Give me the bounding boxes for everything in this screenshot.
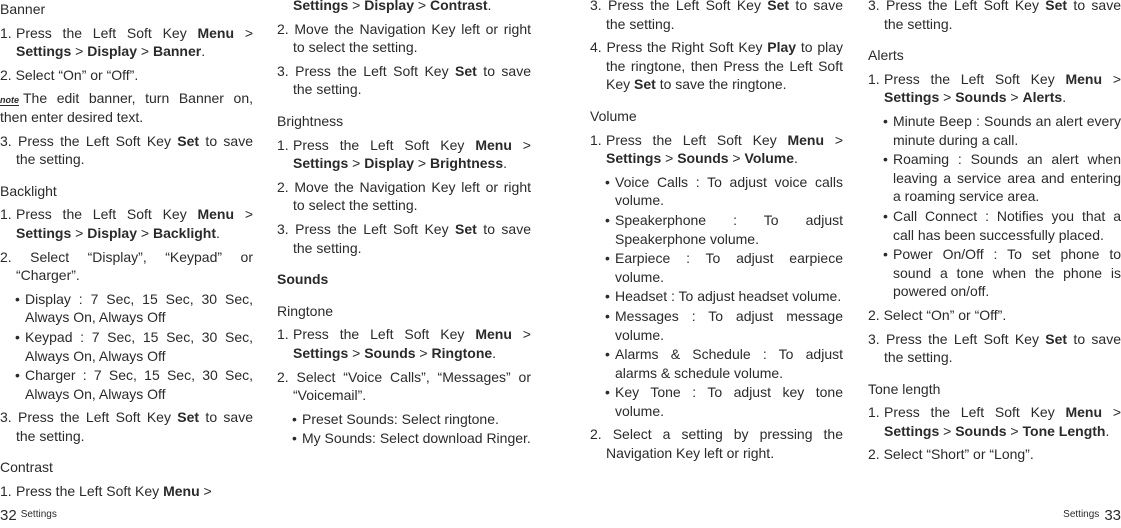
heading-brightness: Brightness (277, 112, 344, 129)
list-item: • Display : 7 Sec, 15 Sec, 30 Sec, Always On, Always Off (15, 290, 253, 327)
step-backlight-3: 3. Press the Left Soft Key Set to save the setting. (0, 409, 254, 444)
step-brightness-3: 3. Press the Left Soft Key Set to save the setting. (277, 220, 532, 256)
page-33-column-2 (868, 0, 1121, 469)
list-item: • Earpiece : To adjust earpiece volume. (605, 249, 843, 286)
list-item: • Call Connect : Notifies you that a call has been successfully placed. (883, 207, 1121, 244)
step-contrast-1-continued: Settings > Display > Contrast. (293, 0, 492, 13)
page-32-column-2 (277, 0, 531, 453)
list-item: • Voice Calls : To adjust voice calls volume. (605, 173, 843, 210)
list-item: • Speakerphone : To adjust Speakerphone volume. (605, 211, 843, 248)
page-32-column-1 (0, 0, 253, 506)
step-alerts-2: 2. Select “On” or “Off”. (868, 306, 1007, 323)
list-item: • Headset : To adjust headset volume. (605, 287, 843, 306)
list-item: • Charger : 7 Sec, 15 Sec, 30 Sec, Always On, Always Off (15, 366, 253, 403)
list-item: • Messages : To adjust message volume. (605, 307, 843, 344)
note-icon: note (0, 95, 19, 106)
page-number-right: 33 (1104, 507, 1121, 525)
step-ringtone-3: 3. Press the Left Soft Key Set to save the setting. (590, 0, 844, 32)
list-item: • Keypad : 7 Sec, 15 Sec, 30 Sec, Always On, Always Off (15, 328, 253, 365)
page-number-left: 32 (0, 507, 17, 525)
heading-volume: Volume (590, 107, 637, 124)
volume-options (590, 173, 843, 421)
heading-sounds: Sounds (277, 271, 329, 288)
step-contrast-2: 2. Move the Navigation Key left or right to select the setting. (277, 20, 531, 56)
step-brightness-1: 1. Press the Left Soft Key Menu > Settings > Display > Brightness. (277, 136, 531, 172)
step-banner-3: 3. Press the Left Soft Key Set to save the setting. (0, 132, 254, 168)
alerts-options (868, 112, 1121, 301)
list-item: • My Sounds: Select download Ringer. (292, 429, 531, 448)
step-tone-1: 1. Press the Left Soft Key Menu > Settings > Sounds > Tone Length. (868, 404, 1121, 439)
step-volume-3: 3. Press the Left Soft Key Set to save the setting. (868, 0, 1121, 32)
heading-alerts: Alerts (868, 47, 904, 64)
heading-contrast: Contrast (0, 459, 53, 476)
step-alerts-1: 1. Press the Left Soft Key Menu > Settings > Sounds > Alerts. (868, 70, 1121, 106)
note-banner: note The edit banner, turn Banner on, then enter desired text. (0, 90, 253, 125)
step-brightness-2: 2. Move the Navigation Key left or right to select the setting. (277, 178, 531, 214)
footer-right (1063, 506, 1121, 526)
step-contrast-3: 3. Press the Left Soft Key Set to save the setting. (277, 62, 532, 98)
step-ringtone-2: 2. Select “Voice Calls”, “Messages” or “Voicemail”. (277, 368, 531, 404)
backlight-options (0, 290, 253, 404)
heading-tone-length: Tone length (868, 380, 941, 397)
step-alerts-3: 3. Press the Left Soft Key Set to save the setting. (868, 330, 1121, 366)
step-contrast-1: 1. Press the Left Soft Key Menu > (0, 483, 212, 500)
section-label-right: Settings (1063, 509, 1100, 521)
list-item: • Power On/Off : To set phone to sound a tone when the phone is powered on/off. (883, 245, 1121, 301)
footer-left (0, 506, 57, 526)
step-banner-2: 2. Select “On” or “Off”. (0, 66, 139, 83)
list-item: • Alarms & Schedule : To adjust alarms & schedule volume. (605, 345, 843, 382)
step-ringtone-1: 1. Press the Left Soft Key Menu > Settings > Sounds > Ringtone. (277, 326, 531, 361)
ringtone-options (277, 410, 531, 448)
list-item: • Preset Sounds: Select ringtone. (292, 410, 531, 429)
list-item: • Key Tone : To adjust key tone volume. (605, 383, 843, 420)
section-label-left: Settings (20, 509, 57, 521)
heading-backlight: Backlight (0, 182, 57, 199)
page-33-column-1 (590, 0, 843, 468)
step-backlight-2: 2. Select “Display”, “Keypad” or “Charger”. (0, 248, 253, 284)
step-backlight-1: 1. Press the Left Soft Key Menu > Settings > Display > Backlight. (0, 206, 253, 241)
step-volume-1: 1. Press the Left Soft Key Menu > Settings > Sounds > Volume. (590, 131, 843, 167)
step-banner-1: 1. Press the Left Soft Key Menu > Settings > Display > Banner. (0, 24, 253, 60)
step-ringtone-4: 4. Press the Right Soft Key Play to play the ringtone, then Press the Left Soft Key Set to save the ringtone. (590, 39, 843, 93)
step-volume-2: 2. Select a setting by pressing the Navigation Key left or right. (590, 426, 843, 462)
list-item: • Minute Beep : Sounds an alert every minute during a call. (883, 112, 1121, 149)
list-item: • Roaming : Sounds an alert when leaving a service area and entering a roaming service area. (883, 150, 1121, 206)
step-tone-2: 2. Select “Short” or “Long”. (868, 446, 1034, 463)
heading-banner: Banner (0, 1, 46, 17)
heading-ringtone: Ringtone (277, 302, 334, 319)
